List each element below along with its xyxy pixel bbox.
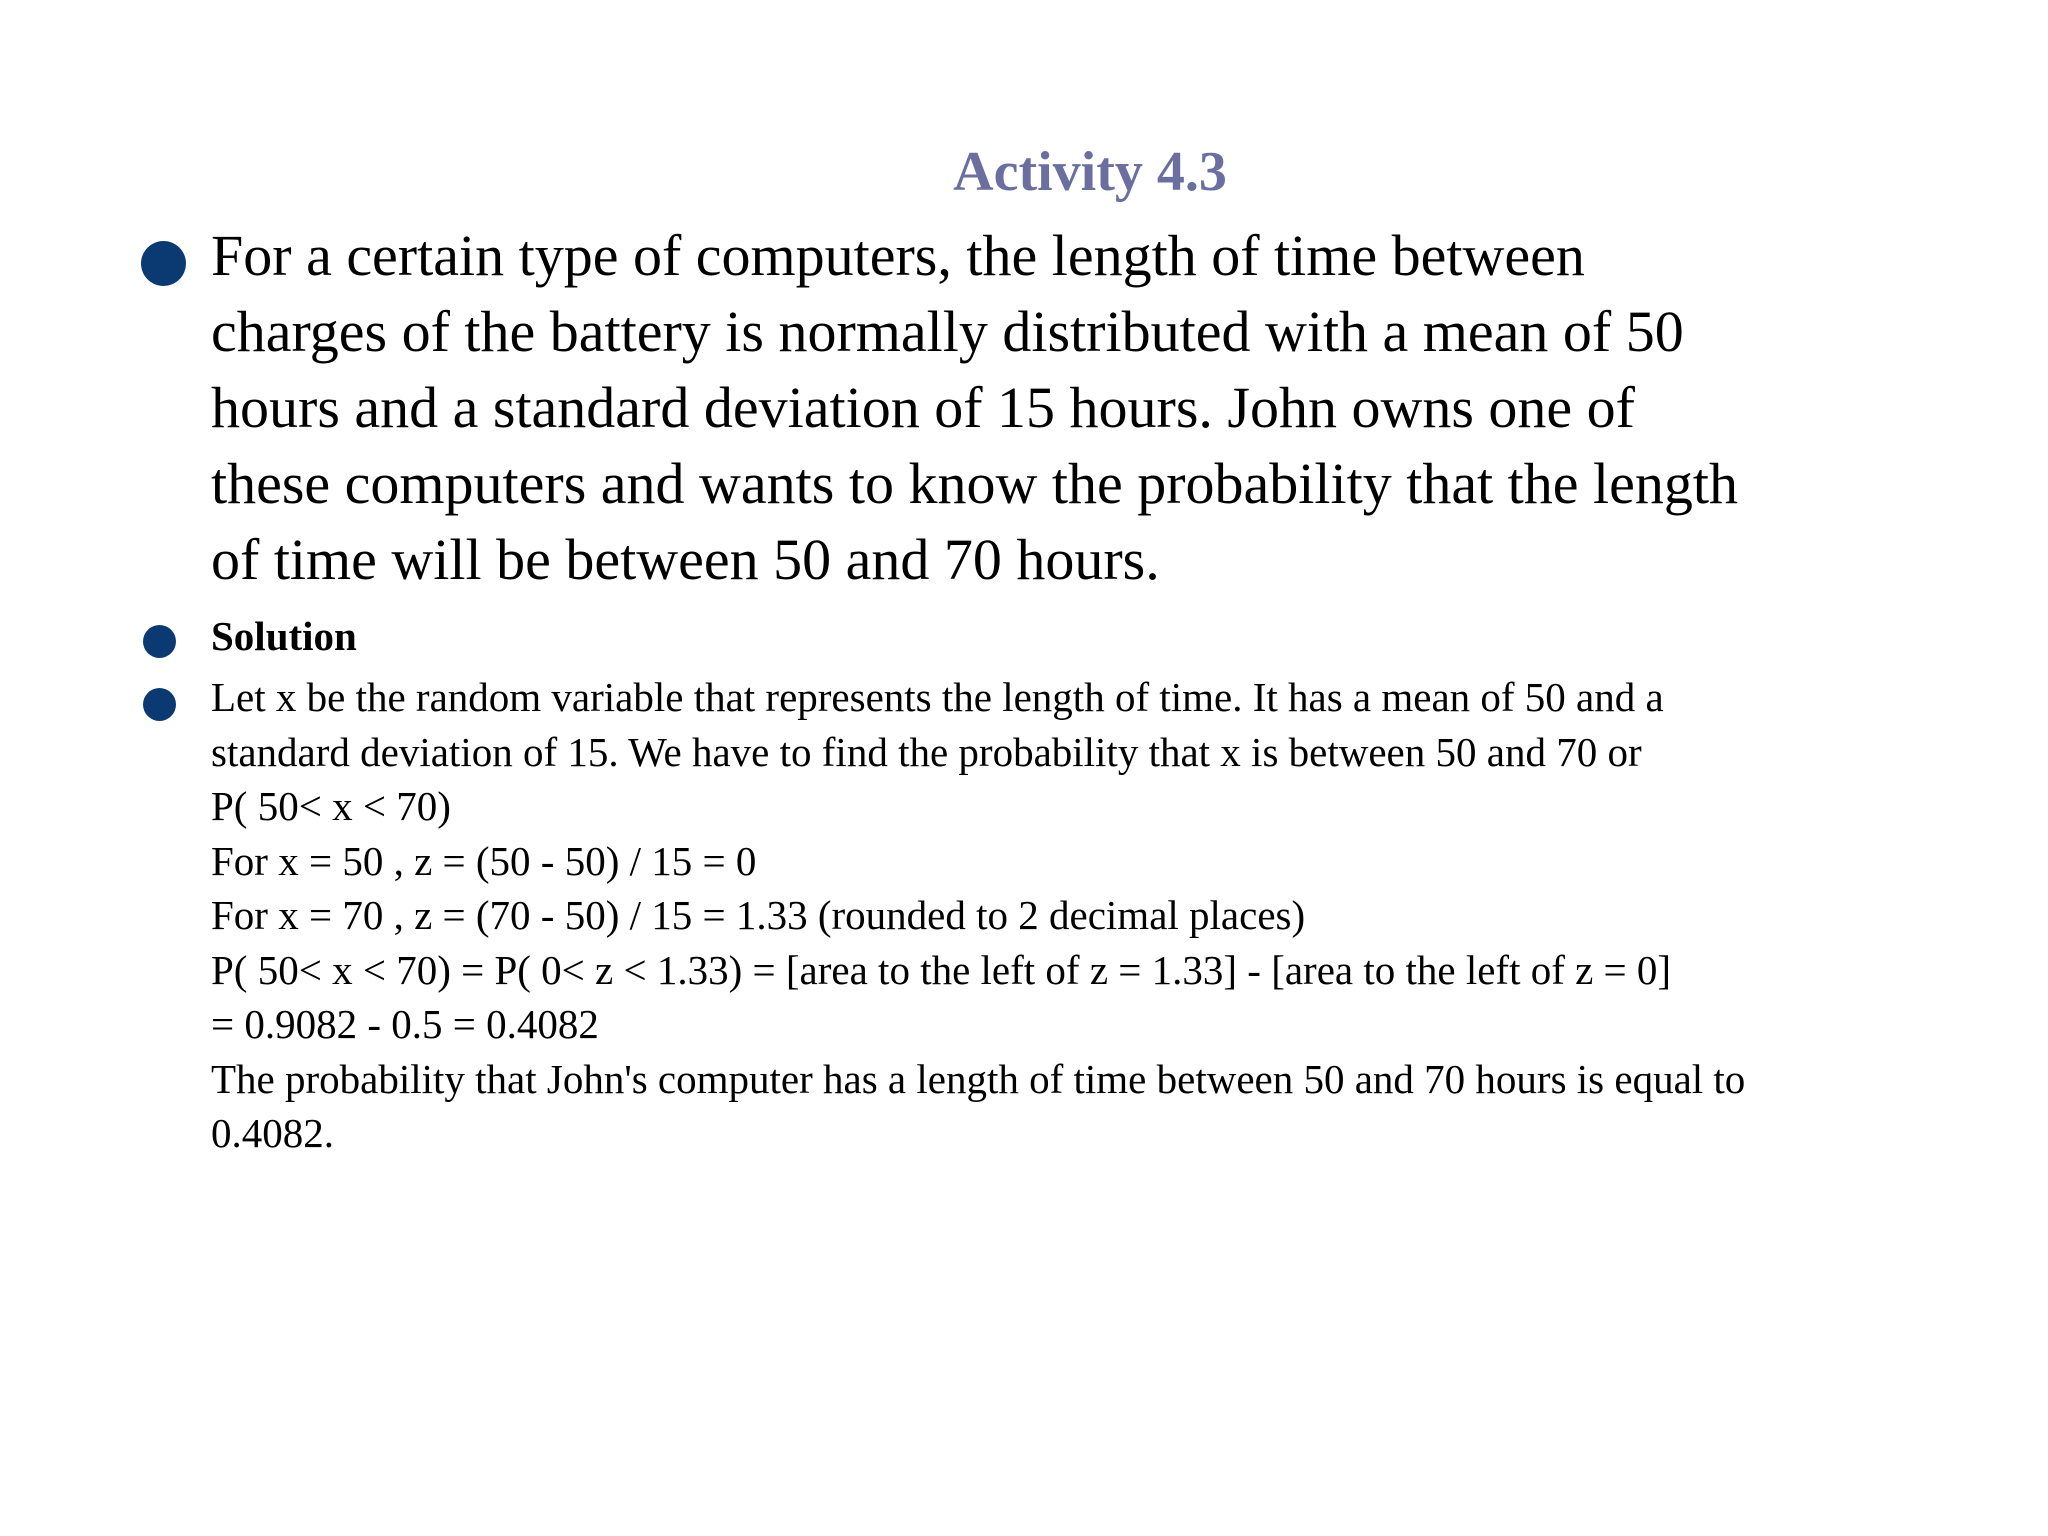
solution-line: For x = 50 , z = (50 - 50) / 15 = 0 [211,837,757,884]
bullet-icon [143,625,176,658]
bullet-icon [143,688,176,721]
solution-line: P( 50< x < 70) = P( 0< z < 1.33) = [area to the left of z = 1.33] - [area to the left of z = 0] [211,946,1672,993]
solution-line: Let x be the random variable that represents the length of time. It has a mean of 50 and a [211,674,1664,720]
solution-line: = 0.9082 - 0.5 = 0.4082 [211,1001,599,1047]
solution-line: For x = 70 , z = (70 - 50) / 15 = 1.33 (rounded to 2 decimal places) [211,892,1306,938]
bullet-icon [141,241,186,286]
solution-line: 0.4082. [211,1110,334,1156]
solution-text [211,670,1971,1161]
solution-heading: Solution [211,613,357,659]
solution-line: The probability that John's computer has a length of time between 50 and 70 hours is equal to [211,1055,1746,1102]
question-line: hours and a standard deviation of 15 hours. John owns one of [211,375,1635,440]
question-line: of time will be between 50 and 70 hours. [211,527,1160,592]
question-line: For a certain type of computers, the length of time between [211,223,1585,288]
question-line: charges of the battery is normally distributed with a mean of 50 [211,299,1684,364]
solution-line: P( 50< x < 70) [211,783,451,829]
question-line: these computers and wants to know the probability that the length [211,451,1739,516]
slide-title: Activity 4.3 [953,141,1227,203]
solution-line: standard deviation of 15. We have to find the probability that x is between 50 and 70 or [211,728,1642,775]
question-text [211,218,1911,598]
